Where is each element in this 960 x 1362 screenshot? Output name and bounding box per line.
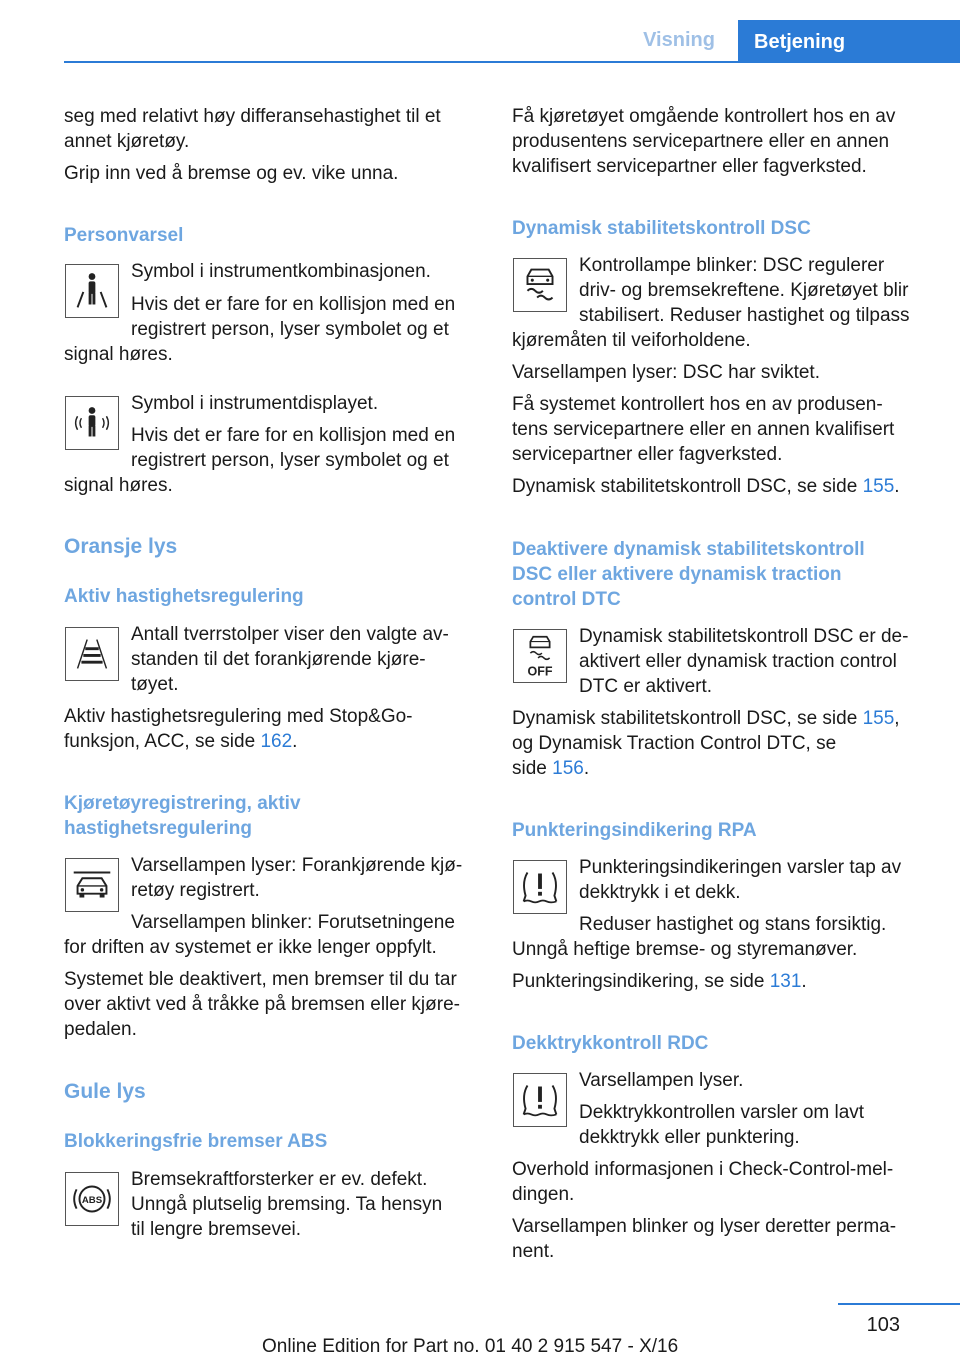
paragraph-line: standen til det forankjørende kjøre-	[131, 649, 426, 670]
tab-betjening[interactable]: Betjening	[738, 20, 890, 62]
section-heading-dtc-cont: control DTC	[512, 589, 621, 610]
off-label: OFF	[527, 664, 553, 679]
paragraph-line: Aktiv hastighetsregulering med Stop&Go-	[64, 706, 413, 727]
paragraph-line: Unngå heftige bremse- og styremanøver.	[512, 939, 858, 960]
paragraph-line: Dynamisk stabilitetskontroll DSC, se side 155.	[512, 476, 900, 497]
paragraph-line: Punkteringsindikering, se side 131.	[512, 971, 807, 992]
section-heading-kjoretoyregistrering-cont: hastighetsregulering	[64, 818, 252, 839]
paragraph-line: servicepartner eller fagverksted.	[512, 444, 783, 465]
abs-icon-label: ABS	[81, 1194, 103, 1206]
paragraph-line: DTC er aktivert.	[579, 676, 713, 697]
paragraph-line: stabilisert. Reduser hastighet og tilpass	[579, 305, 910, 326]
paragraph-line: tøyet.	[131, 674, 179, 695]
section-heading-abs: Blokkeringsfrie bremser ABS	[64, 1131, 328, 1152]
paragraph-line: Kontrollampe blinker: DSC regulerer	[579, 255, 885, 276]
paragraph-line: Unngå plutselig bremsing. Ta hensyn	[131, 1194, 443, 1215]
paragraph-line: Dynamisk stabilitetskontroll DSC, se side 155,	[512, 708, 900, 729]
paragraph-line: Få kjøretøyet omgående kontrollert hos en av	[512, 106, 896, 127]
paragraph-line: Varsellampen lyser: Forankjørende kjø-	[131, 855, 463, 876]
edition-footer: Online Edition for Part no. 01 40 2 915 547 - X/16	[262, 1336, 679, 1357]
paragraph-line: Symbol i instrumentdisplayet.	[131, 393, 379, 414]
paragraph-line: over aktivt ved å tråkke på bremsen eller kjøre-	[64, 994, 460, 1015]
footer-rule	[838, 1303, 960, 1305]
dsc-icon	[513, 258, 567, 312]
page-link-156[interactable]: 156	[552, 758, 584, 779]
page-link-155[interactable]: 155	[862, 708, 895, 729]
paragraph-line: side 156.	[512, 758, 590, 779]
paragraph-line: nent.	[512, 1241, 555, 1262]
paragraph-line: Varsellampen lyser: DSC har sviktet.	[512, 362, 820, 383]
paragraph-line: retøy registrert.	[131, 880, 260, 901]
paragraph-line: funksjon, ACC, se side 162.	[64, 731, 298, 752]
paragraph-line: signal høres.	[64, 344, 173, 365]
paragraph-line: pedalen.	[64, 1019, 137, 1040]
section-heading-acc: Aktiv hastighetsregulering	[64, 586, 304, 607]
paragraph-line: kjøremåten til veiforholdene.	[512, 330, 751, 351]
paragraph-line: annet kjøretøy.	[64, 131, 190, 152]
paragraph-line: Antall tverrstolper viser den valgte av-	[131, 624, 449, 645]
paragraph-line: Reduser hastighet og stans forsiktig.	[579, 914, 887, 935]
paragraph-line: dekktrykk eller punktering.	[579, 1127, 800, 1148]
paragraph-line: Varsellampen lyser.	[579, 1070, 744, 1091]
pedestrian-warning-icon	[65, 264, 119, 318]
header-rule	[64, 61, 960, 63]
section-heading-kjoretoyregistrering: Kjøretøyregistrering, aktiv	[64, 793, 301, 814]
tab-visning[interactable]: Visning	[643, 29, 715, 51]
section-heading-personvarsel: Personvarsel	[64, 225, 184, 246]
page-link-155[interactable]: 155	[862, 476, 895, 497]
section-heading-gule: Gule lys	[64, 1080, 146, 1103]
dsc-off-icon	[513, 629, 567, 683]
vehicle-detected-icon	[65, 858, 119, 912]
paragraph-line: dekktrykk i et dekk.	[579, 882, 741, 903]
paragraph-line: Systemet ble deaktivert, men bremser til du tar	[64, 969, 457, 990]
paragraph-line: for driften av systemet er ikke lenger oppfylt.	[64, 937, 437, 958]
paragraph-line: registrert person, lyser symbolet og et	[131, 450, 449, 471]
paragraph-line: signal høres.	[64, 475, 173, 496]
page-number: 103	[866, 1314, 900, 1336]
paragraph-line: til lengre bremsevei.	[131, 1219, 302, 1240]
section-heading-dsc: Dynamisk stabilitetskontroll DSC	[512, 218, 811, 239]
paragraph-line: Hvis det er fare for en kollisjon med en	[131, 294, 456, 315]
paragraph-line: Grip inn ved å bremse og ev. vike unna.	[64, 163, 399, 184]
section-heading-dtc-cont: DSC eller aktivere dynamisk traction	[512, 564, 842, 585]
paragraph-line: Få systemet kontrollert hos en av produsen-	[512, 394, 883, 415]
paragraph-line: driv- og bremsekreftene. Kjøretøyet blir	[579, 280, 909, 301]
paragraph-line: Varsellampen blinker: Forutsetningene	[131, 912, 455, 933]
paragraph-line: og Dynamisk Traction Control DTC, se	[512, 733, 837, 754]
abs-icon	[65, 1172, 119, 1226]
section-heading-rpa: Punkteringsindikering RPA	[512, 820, 757, 841]
paragraph-line: Bremsekraftforsterker er ev. defekt.	[131, 1169, 428, 1190]
paragraph-line: Varsellampen blinker og lyser deretter perma-	[512, 1216, 897, 1237]
distance-bars-icon	[65, 627, 119, 681]
paragraph-line: tens servicepartnere eller en annen kvalifisert	[512, 419, 895, 440]
paragraph-line: Overhold informasjonen i Check-Control-mel-	[512, 1159, 894, 1180]
paragraph-line: Dynamisk stabilitetskontroll DSC er de-	[579, 626, 909, 647]
paragraph-line: registrert person, lyser symbolet og et	[131, 319, 449, 340]
header-accent-block	[890, 20, 960, 62]
paragraph-line: Symbol i instrumentkombinasjonen.	[131, 261, 431, 282]
paragraph-line: Hvis det er fare for en kollisjon med en	[131, 425, 456, 446]
paragraph-line: dingen.	[512, 1184, 575, 1205]
page-link-131[interactable]: 131	[769, 971, 802, 992]
pedestrian-signal-icon	[65, 396, 119, 450]
paragraph-line: Punkteringsindikeringen varsler tap av	[579, 857, 902, 878]
paragraph-line: seg med relativt høy differansehastighet til et	[64, 106, 441, 127]
paragraph-line: Dekktrykkontrollen varsler om lavt	[579, 1102, 865, 1123]
page-link-162[interactable]: 162	[260, 731, 293, 752]
paragraph-line: aktivert eller dynamisk traction control	[579, 651, 897, 672]
flat-tire-warning-icon	[513, 860, 567, 914]
paragraph-line: kvalifisert servicepartner eller fagverksted.	[512, 156, 867, 177]
paragraph-line: produsentens servicepartnere eller en annen	[512, 131, 890, 152]
tire-pressure-warning-icon	[513, 1073, 567, 1127]
section-heading-rdc: Dekktrykkontroll RDC	[512, 1033, 709, 1054]
section-heading-oransje: Oransje lys	[64, 535, 178, 558]
section-heading-dtc: Deaktivere dynamisk stabilitetskontroll	[512, 539, 865, 560]
